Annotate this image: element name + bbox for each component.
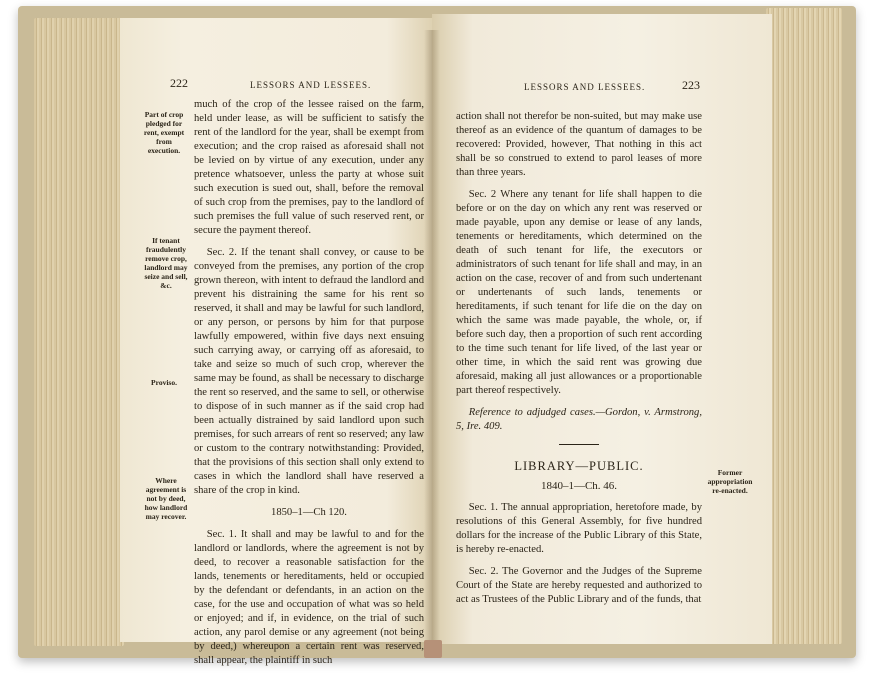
- act-heading: 1840–1—Ch. 46.: [540, 480, 618, 492]
- book-gutter: [424, 30, 440, 640]
- section-heading: LIBRARY—PUBLIC.: [514, 459, 644, 473]
- running-head: LESSORS AND LESSEES.: [524, 82, 646, 92]
- page-number: 222: [170, 76, 188, 90]
- paragraph: much of the crop of the lessee raised on the farm, held under lease, as will be sufficient to satisfy the rent of the landlord for the year, shall be exempt from execution; and the crop raised as aforesaid shall not be levied on by virtue of any execution, under any pretence whatsoever, unless the party at whose suit such execution is sued out, shall, before the removal of such crop from the premises, pay to the landlord of such premises the full value of such reserved rent, or secure the payment thereof.: [194, 99, 424, 236]
- right-page: [432, 14, 772, 644]
- margin-note: Where agreement is not by deed, how landlord may recover.: [144, 476, 188, 521]
- headband: [424, 640, 442, 658]
- page-number: 223: [682, 78, 700, 92]
- page-edges-right: [766, 8, 842, 644]
- left-page-body: [194, 98, 424, 676]
- paragraph: Sec. 1. It shall and may be lawful to and for the landlord or landlords, where the agreement is not by deed, to recover a reasonable satisfaction for the lands, tenements or hereditaments, held or occupied by the defendant or defendants, in an action on the case, for the use and occupation of what was so held or enjoyed; and if, in evidence, on the trial of such action, any parol demise or any agreement (not being by deed,) whereupon a certain rent was reserved, shall appear, the plaintiff in such: [194, 529, 424, 666]
- act-heading: 1850–1—Ch 120.: [271, 507, 347, 518]
- running-head: LESSORS AND LESSEES.: [250, 80, 372, 90]
- left-page: [120, 18, 434, 666]
- section-divider: [559, 444, 599, 445]
- paragraph: Sec. 2. If the tenant shall convey, or cause to be conveyed from the premises, any portion of the crop grown thereon, with intent to defraud the landlord and prevent his distraining the same for his rent so reserved, it shall and may be lawful for such landlord, or any person, or persons by him for that purpose lawfully empowered, within five days next ensuing such carrying away, or carrying off as aforesaid, to take and seize so much of such crop, wherever the same may be found, as shall be necessary to discharge the rent so reserved, and the same to sell, or otherwise to dispose of in such manner as if the said crop had been actually distrained by said landlord upon such premises, for such arrears of rent so reserved; any law or custom to the contrary notwithstanding: Provided, that the provisions of this section shall only extend to cases in which the landlord shall have reserved a share of the crop in kind.: [194, 247, 424, 496]
- page-edges-left: [34, 18, 124, 646]
- margin-note: Former appropriation re-enacted.: [707, 468, 753, 495]
- paragraph: Sec. 2 Where any tenant for life shall happen to die before or on the day on which any rent was reserved or made payable, upon any demise or lease of any lands, tenements or hereditaments, which determined on the death of such tenant for life, the executors or administrators of such tenant for life shall and may, in an action on the case, recover of and from such undertenant or undertenants of such lands, tenements or hereditaments, if such tenant for life die on the day on which the same was made payable, the whole, or, if before such day, then a proportion of such rent according to the time such tenant for life lived, of the last year or other time, in which the said rent was growing due aforesaid, making all just allowances or a proportionable part thereof respectively.: [456, 189, 702, 396]
- citation: Reference to adjudged cases.—Gordon, v. Armstrong, 5, Ire. 409.: [456, 407, 702, 432]
- right-page-body: [456, 110, 702, 615]
- paragraph: Sec. 2. The Governor and the Judges of the Supreme Court of the State are hereby requested and authorized to act as Trustees of the Public Library and of the funds, that: [456, 566, 702, 605]
- margin-note: Proviso.: [151, 378, 177, 387]
- paragraph: action shall not therefor be non-suited, but may make use thereof as an evidence of the quantum of damages to be recovered: Provided, however, That nothing in this act shall be so construed to extend to parol leases of more than three years.: [456, 111, 702, 178]
- margin-note: Part of crop pledged for rent, exempt from execution.: [143, 110, 185, 155]
- paragraph: Sec. 1. The annual appropriation, heretofore made, by resolutions of this General Assembly, for five hundred dollars for the increase of the Public Library of this State, is hereby re-enacted.: [456, 502, 702, 555]
- margin-note: If tenant fraudulently remove crop, landlord may seize and sell, &c.: [144, 236, 188, 290]
